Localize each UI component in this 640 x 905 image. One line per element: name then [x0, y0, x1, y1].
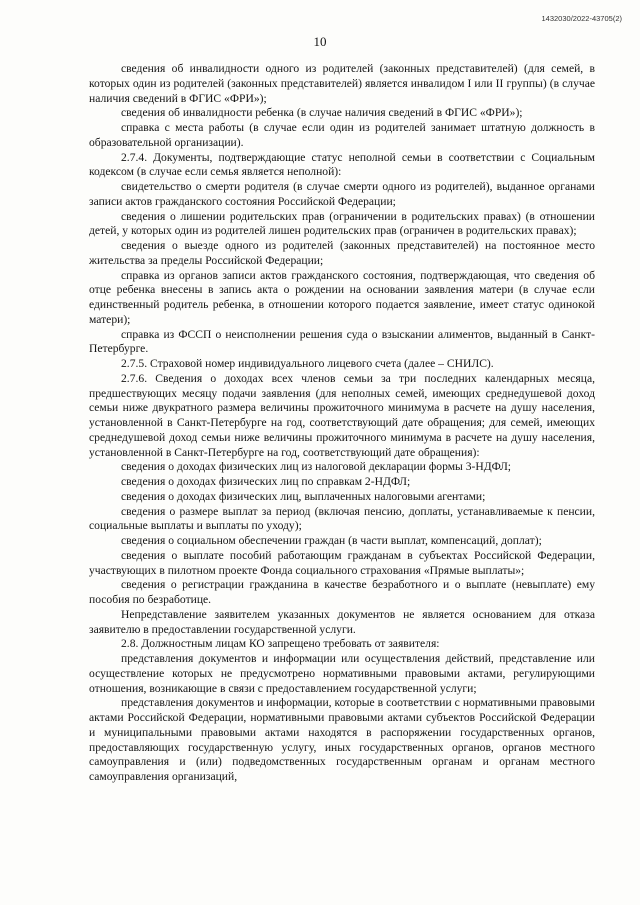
- document-body: [89, 62, 595, 785]
- paragraph: представления документов и информации или осуществления действий, представление или осуществление которых не предусмотрено нормативными правовыми актами, регулирующими отношения, возникающие в связи с предоставлением государственной услуги;: [89, 652, 595, 695]
- paragraph: 2.7.6. Сведения о доходах всех членов семьи за три последних календарных месяца, предшествующих месяцу подачи заявления (для неполных семей, имеющих среднедушевой доход семьи ниже двукратного размера величины прожиточного минимума в расчете на душу населения, установленной в Санкт-Петербурге на год, соответствующий дате обращения; для семей, имеющих среднедушевой доход семьи ниже величины прожиточного минимума в расчете на душу населения, установленной в Санкт-Петербурге на год, соответствующий дате обращения):: [89, 371, 595, 459]
- paragraph: сведения о выезде одного из родителей (законных представителей) на постоянное место жительства за пределы Российской Федерации;: [89, 239, 595, 267]
- paragraph: представления документов и информации, которые в соответствии с нормативными правовыми актами Российской Федерации, нормативными правовыми актами субъектов Российской Федерации и муниципальными правовыми актами находятся в распоряжении государственных органов, предоставляющих государственную услугу, иных государственных органов, органов местного самоуправления и (или) подведомственных государственным органам и органам местного самоуправления организаций,: [89, 696, 595, 783]
- page-number: 10: [313, 34, 327, 49]
- paragraph: сведения об инвалидности ребенка (в случае наличия сведений в ФГИС «ФРИ»);: [121, 106, 523, 120]
- paragraph: сведения о доходах физических лиц из налоговой декларации формы 3-НДФЛ;: [121, 460, 512, 474]
- paragraph: 2.8. Должностным лицам КО запрещено требовать от заявителя:: [121, 637, 440, 651]
- paragraph: свидетельство о смерти родителя (в случае смерти одного из родителей), выданное органами записи актов гражданского состояния Российской Федерации;: [89, 180, 595, 208]
- paragraph: Непредставление заявителем указанных документов не является основанием для отказа заявителю в предоставлении государственной услуги.: [89, 607, 595, 636]
- paragraph: сведения о выплате пособий работающим гражданам в субъектах Российской Федерации, участвующих в пилотном проекте Фонда социального страхования «Прямые выплаты»;: [89, 548, 595, 577]
- paragraph: 2.7.5. Страховой номер индивидуального лицевого счета (далее – СНИЛС).: [121, 357, 494, 370]
- paragraph: сведения о доходах физических лиц по справкам 2-НДФЛ;: [121, 475, 411, 488]
- paragraph: сведения о доходах физических лиц, выплаченных налоговыми агентами;: [121, 489, 486, 503]
- paragraph: сведения о социальном обеспечении граждан (в части выплат, компенсаций, доплат);: [121, 534, 542, 547]
- paragraph: сведения об инвалидности одного из родителей (законных представителей) (для семей, в которых один из родителей (законных представителей) является инвалидом I или II группы) (в случае наличия сведений в ФГИС «ФРИ»);: [89, 62, 595, 105]
- paragraph: 2.7.4. Документы, подтверждающие статус неполной семьи в соответствии с Социальным кодексом (в случае если семья является неполной):: [89, 150, 595, 179]
- paragraph: сведения о лишении родительских прав (ограничении в родительских правах) (в отношении детей, у которых один из родителей лишен родительских прав (ограничен в родительских правах);: [89, 209, 595, 238]
- paragraph: справка из ФССП о неисполнении решения суда о взыскании алиментов, выданный в Санкт-Петербурге.: [89, 327, 595, 356]
- document-id: 1432030/2022-43705(2): [541, 14, 622, 23]
- paragraph: справка из органов записи актов гражданского состояния, подтверждающая, что сведения об отце ребенка внесены в запись акта о рождении на основании заявления матери (в случае если единственный родитель ребенка, в отношении которого подается заявление, имеет статус одинокой матери);: [89, 268, 595, 326]
- paragraph: сведения о регистрации гражданина в качестве безработного и о выплате (невыплате) ему пособия по безработице.: [89, 578, 595, 606]
- paragraph: сведения о размере выплат за период (включая пенсию, доплаты, устанавливаемые к пенсии, социальные выплаты и выплаты по уходу);: [89, 504, 595, 533]
- paragraph: справка с места работы (в случае если один из родителей занимает штатную должность в образовательной организации).: [89, 121, 595, 149]
